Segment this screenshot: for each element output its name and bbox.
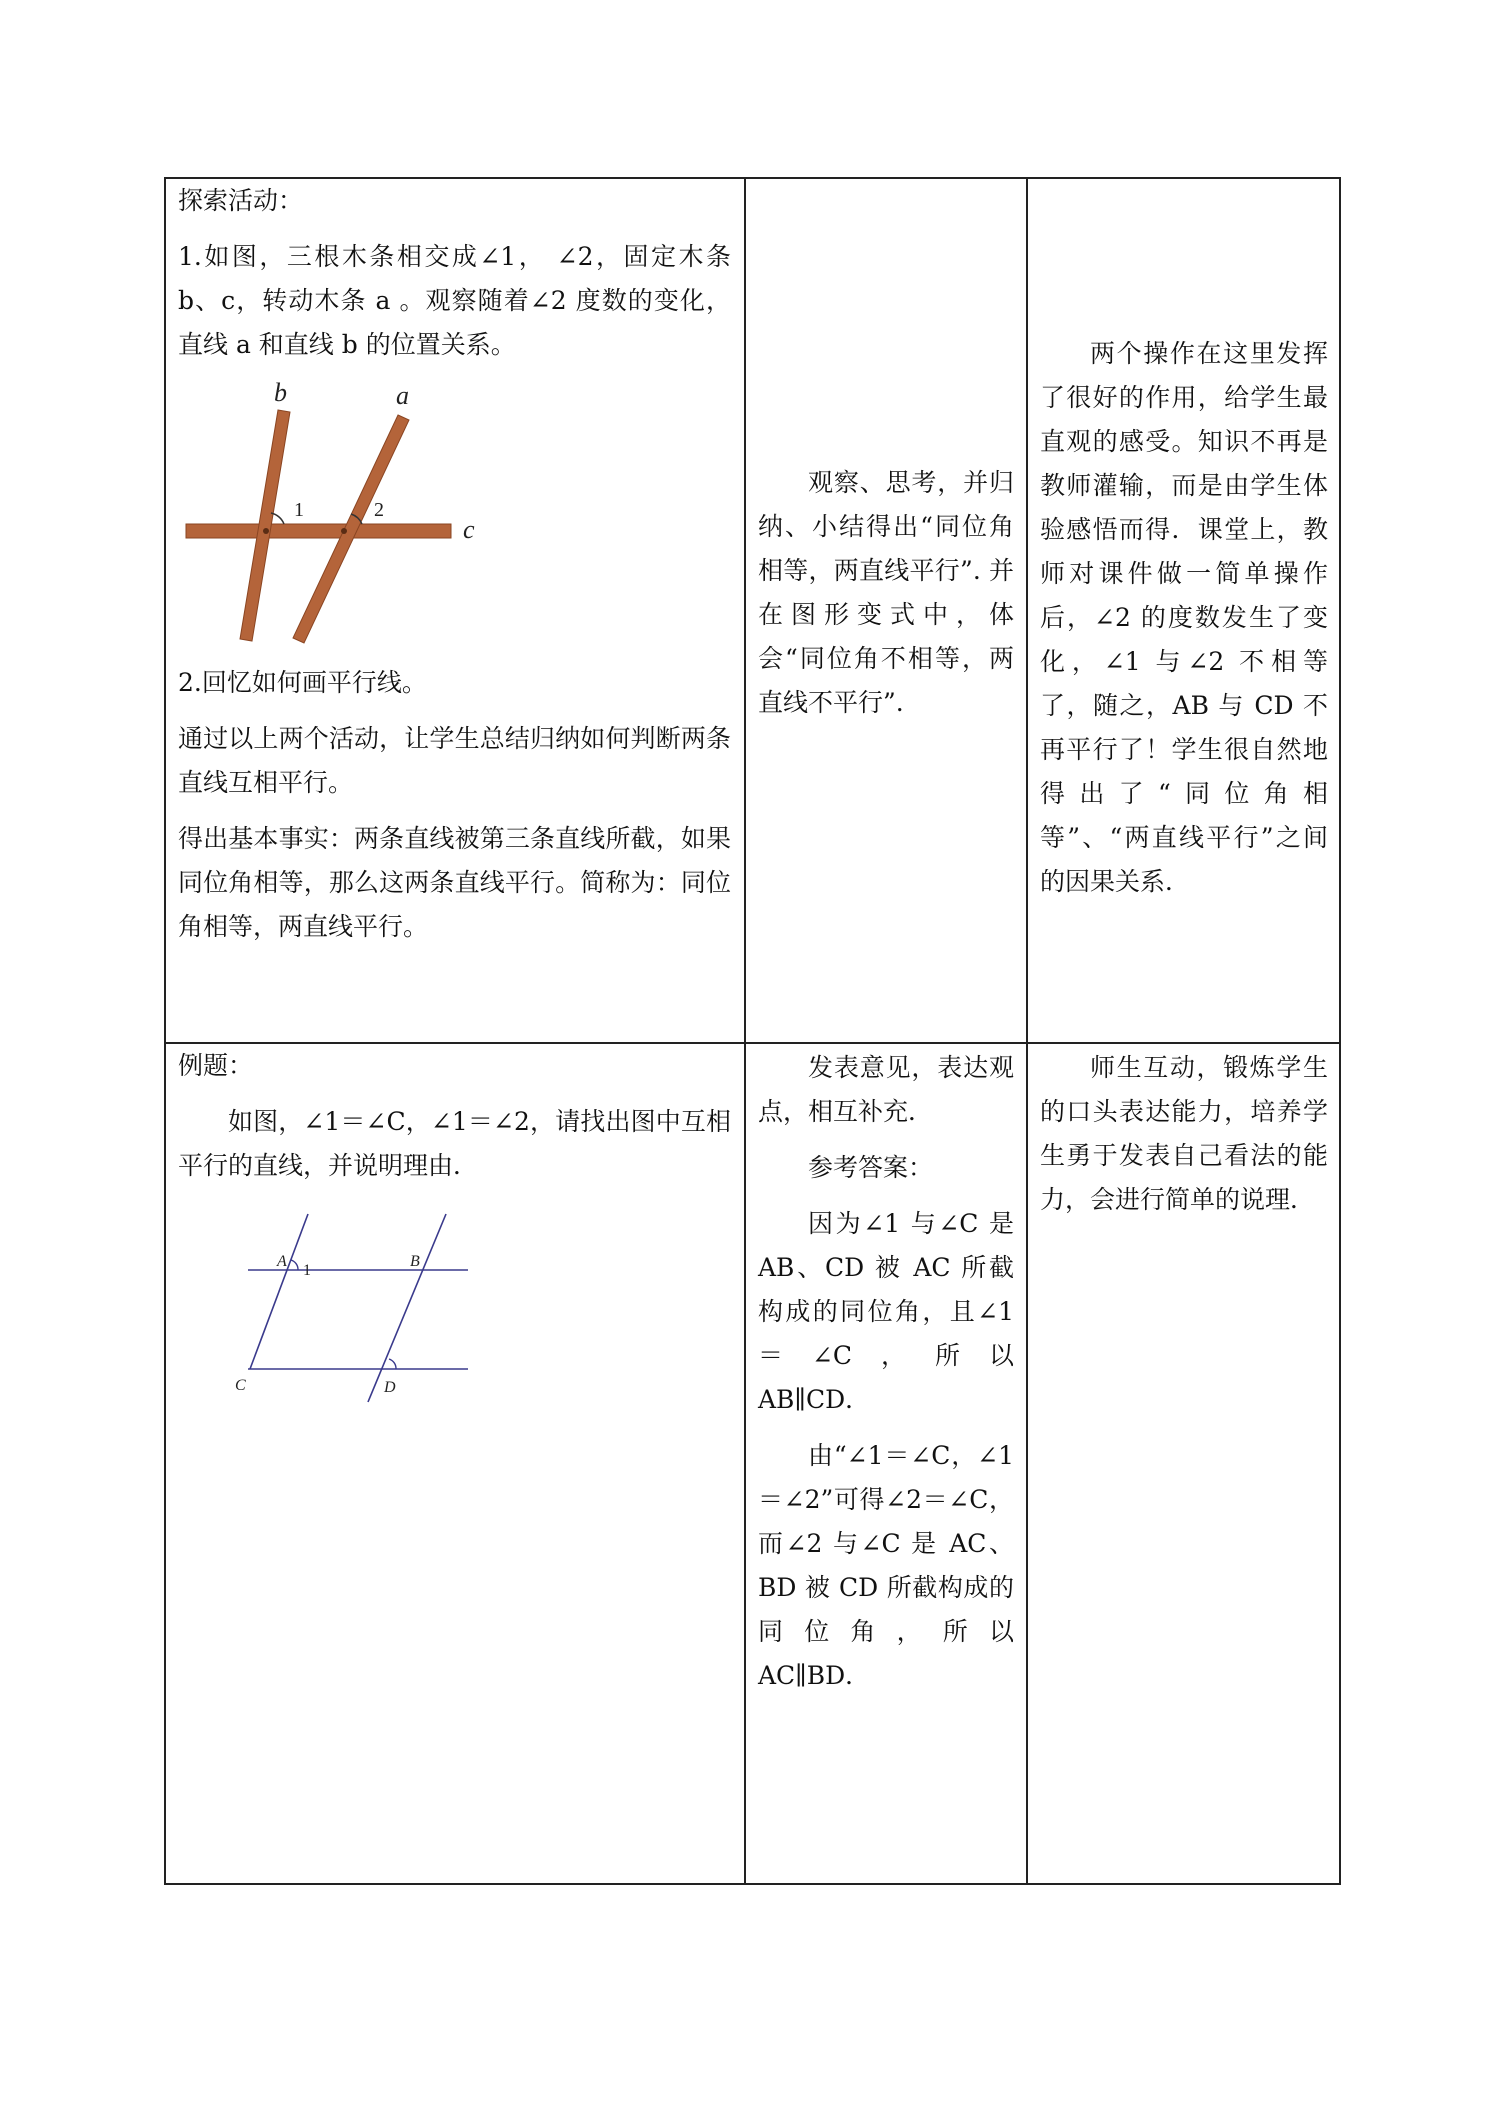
exploration-summary: 通过以上两个活动，让学生总结归纳如何判断两条直线互相平行。 — [178, 724, 731, 797]
table-col-divider-1 — [744, 177, 746, 1885]
answer-part-2: 由“∠1＝∠C，∠1＝∠2”可得∠2＝∠C，而∠2 与∠C 是 AC、BD 被 CD 所截构成的同位角，所以 AC∥BD． — [758, 1441, 1014, 1690]
label-point-d: D — [384, 1379, 396, 1396]
label-point-b: B — [410, 1253, 420, 1270]
label-a: a — [396, 381, 409, 410]
reference-answer-label: 参考答案： — [808, 1153, 934, 1182]
label-point-c: C — [235, 1377, 246, 1394]
row1-right-cell: 两个操作在这里发挥了很好的作用，给学生最直观的感受。知识不再是教师灌输，而是由学生体验感悟而得．课堂上，教师对课件做一简单操作后，∠2 的度数发生了变化，∠1 与∠2 不相等了，随之，AB 与 CD 不再平行了！学生很自然地得出了“同位角相等”、“两直线平行”之间的因果关系． — [1040, 339, 1328, 896]
line-bd — [368, 1214, 446, 1402]
pivot-1 — [263, 528, 269, 534]
exploration-item-1: 1.如图，三根木条相交成∠1， ∠2，固定木条 b、c，转动木条 a 。观察随着∠2 度数的变化，直线 a 和直线 b 的位置关系。 — [178, 242, 731, 359]
table-border-left — [164, 177, 166, 1885]
row1-left-cell — [178, 179, 731, 949]
line-ac — [250, 1214, 308, 1369]
table-border-bottom — [164, 1883, 1341, 1885]
exploration-heading: 探索活动： — [178, 186, 304, 215]
angle-2-arc — [389, 1359, 396, 1369]
label-b: b — [274, 378, 287, 407]
middle-opinion: 发表意见，表达观点，相互补充． — [758, 1053, 1014, 1126]
angle-1-arc — [291, 1260, 298, 1270]
wooden-sticks-diagram — [178, 373, 731, 655]
example-problem: 如图，∠1＝∠C，∠1＝∠2，请找出图中互相平行的直线，并说明理由． — [178, 1107, 731, 1180]
exploration-item-2: 2.回忆如何画平行线。 — [178, 668, 427, 697]
row1-middle-cell: 观察、思考，并归纳、小结得出“同位角相等，两直线平行”. 并在图形变式中，体会“同位角不相等，两直线不平行”. — [758, 468, 1014, 717]
pivot-2 — [341, 528, 347, 534]
row2-right-cell: 师生互动，锻炼学生的口头表达能力，培养学生勇于发表自己看法的能力，会进行简单的说理． — [1040, 1053, 1328, 1214]
table-col-divider-2 — [1026, 177, 1028, 1885]
row2-middle-cell — [758, 1046, 1014, 1698]
row2-left-cell — [178, 1044, 731, 1442]
wooden-sticks-figure — [178, 373, 731, 655]
label-c: c — [463, 515, 475, 544]
answer-part-1: 因为∠1 与∠C 是 AB、CD 被 AC 所截构成的同位角，且∠1＝∠C，所以 AB∥CD． — [758, 1209, 1014, 1414]
parallel-lines-diagram — [178, 1202, 731, 1442]
table-border-right — [1339, 177, 1341, 1885]
stick-c — [186, 524, 451, 538]
label-angle-2: 2 — [374, 499, 384, 521]
label-angle-1: 1 — [303, 1262, 311, 1279]
lesson-table — [164, 177, 1341, 1885]
label-angle-1: 1 — [294, 499, 304, 521]
label-point-a: A — [277, 1253, 287, 1270]
parallel-lines-figure — [178, 1202, 731, 1442]
example-heading: 例题： — [178, 1051, 254, 1080]
basic-fact: 得出基本事实：两条直线被第三条直线所截，如果同位角相等，那么这两条直线平行。简称为：同位角相等，两直线平行。 — [178, 824, 731, 941]
